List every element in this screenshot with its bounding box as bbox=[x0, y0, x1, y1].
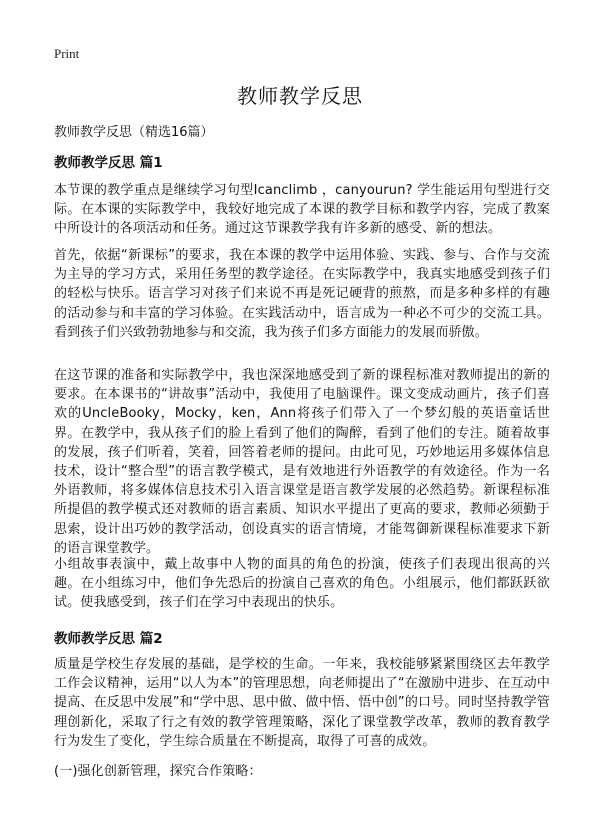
section-heading-1: 教师教学反思 篇1 bbox=[54, 155, 163, 171]
paragraph: 首先，依据“新课标”的要求，我在本课的教学中运用体验、实践、参与、合作与交流为主导的学习方式，采用任务型的教学途径。在实际教学中，我真实地感受到孩子们的轻松与快乐。语言学习对孩子们来说不再是死记硬背的煎熬，而是多种多样的有趣的活动参与和丰富的学习体验。在实践活动中，语言成为一种必不可少的交流工具。看到孩子们兴致勃勃地参与和交流，我为孩子们多方面能力的发展而骄傲。 bbox=[54, 248, 550, 340]
paragraph: 在这节课的准备和实际教学中，我也深深地感受到了新的课程标准对教师提出的新的要求。在本课书的“讲故事”活动中，我使用了电脑课件。课文变成动画片，孩子们喜欢的UncleBooky，Mocky，ken，Ann将孩子们带入了一个梦幻般的英语童话世界。在教学中，我从孩子们的脸上看到了他们的陶醉，看到了他们的专注。随着故事的发展，孩子们听着，笑着，回答着老师的提问。由此可见，巧妙地运用多媒体信息技术，设计“整合型”的语言教学模式，是有效地进行外语教学的有效途径。作为一名外语教师，将多媒体信息技术引入语言课堂是语言教学发展的必然趋势。新课程标准所提倡的教学模式还对教师的语言素质、知识水平提出了更高的要求，教师必须勤于思索，设计出巧妙的教学活动，创设真实的语言情境，才能驾御新课程标准要求下新的语言课堂教学。 bbox=[54, 368, 550, 556]
section-heading-2: 教师教学反思 篇2 bbox=[54, 631, 163, 647]
paragraph: 小组故事表演中，戴上故事中人物的面具的角色的扮演，使孩子们表现出很高的兴趣。在小组练习中，他们争先恐后的扮演自己喜欢的角色。小组展示，他们都跃跃欲试。使我感受到，孩子们在学习中表现出的快乐。 bbox=[54, 557, 550, 611]
paragraph: 质量是学校生存发展的基础，是学校的生命。一年来，我校能够紧紧围绕区去年教学工作会议精神，运用“以人为本”的管理思想，向老师提出了“在激励中进步、在互动中提高、在反思中发展”和“学中思、思中做、做中悟、悟中创”的口号。同时坚持教学管理创新化，采取了行之有效的教学管理策略，深化了课堂教学改革，教师的教育教学行为发生了变化，学生综合质量在不断提高，取得了可喜的成效。 bbox=[54, 657, 550, 749]
document-subtitle: 教师教学反思（精选16篇） bbox=[54, 125, 214, 140]
document-title: 教师教学反思 bbox=[237, 84, 363, 108]
paragraph: (一)强化创新管理，探究合作策略： bbox=[54, 764, 262, 779]
print-label: Print bbox=[54, 46, 80, 61]
paragraph: 本节课的教学重点是继续学习句型Icanclimb ，canyourun? 学生能运用句型进行交际。在本课的实际教学中，我较好地完成了本课的教学目标和教学内容，完成了教案中所设计的各项活动和任务。通过这节课教学我有许多新的感受、新的想法。 bbox=[54, 183, 550, 237]
